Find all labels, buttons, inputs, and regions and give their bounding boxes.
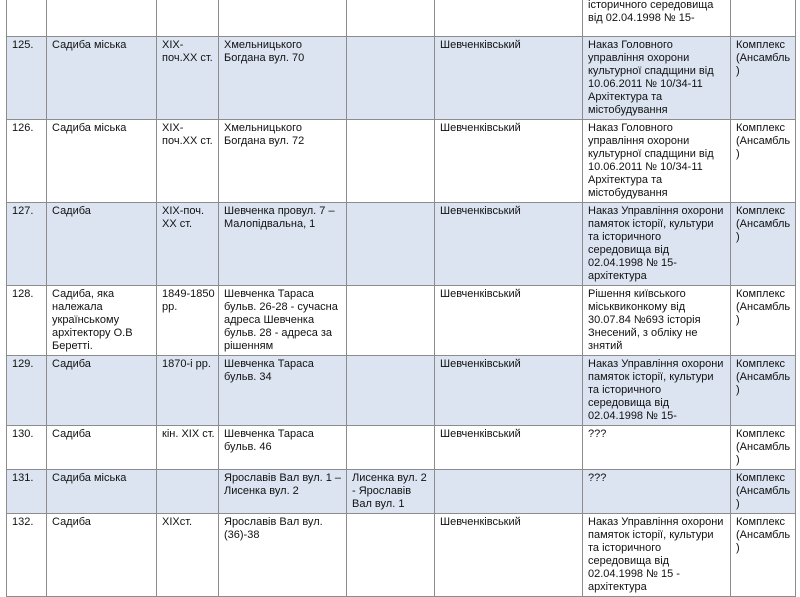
- object-address-cell: Ярославів Вал вул. (36)-38: [219, 514, 347, 597]
- protection-document-cell: Наказ Управління охорони памяток історії, культури та історичного середовища від 02.04.1998 № 15 - архітектура: [583, 514, 731, 597]
- object-type-cell: [731, 0, 796, 37]
- row-number-cell: 127.: [7, 203, 47, 286]
- row-number-cell: 126.: [7, 120, 47, 203]
- row-number-cell: 132.: [7, 514, 47, 597]
- object-type-cell: Комплекс (Ансамбль): [731, 356, 796, 426]
- row-number-cell: 131.: [7, 470, 47, 514]
- protection-document-cell: ???: [583, 426, 731, 470]
- object-district-cell: Шевченківський: [435, 37, 583, 120]
- object-date-cell: ХІХ-поч.ХХ ст.: [157, 120, 219, 203]
- protection-document-cell: ???: [583, 470, 731, 514]
- table-row: [7, 0, 796, 37]
- object-type-cell: Комплекс (Ансамбль): [731, 203, 796, 286]
- object-district-cell: [435, 470, 583, 514]
- object-name-cell: Садиба: [47, 426, 157, 470]
- object-type-cell: Комплекс (Ансамбль): [731, 120, 796, 203]
- object-date-cell: 1849-1850 рр.: [157, 286, 219, 356]
- row-number-cell: 128.: [7, 286, 47, 356]
- table-row: [7, 356, 796, 426]
- object-address-alt-cell: [347, 356, 435, 426]
- object-type-cell: Комплекс (Ансамбль): [731, 514, 796, 597]
- object-district-cell: [435, 0, 583, 37]
- row-number-cell: 129.: [7, 356, 47, 426]
- object-name-cell: Садиба: [47, 203, 157, 286]
- object-district-cell: Шевченківський: [435, 514, 583, 597]
- object-address-alt-cell: [347, 426, 435, 470]
- object-district-cell: Шевченківський: [435, 120, 583, 203]
- object-address-alt-cell: [347, 514, 435, 597]
- table-row: [7, 470, 796, 514]
- protection-document-cell: Наказ Управління охорони памяток історії, культури та історичного середовища від 02.04.1998 № 15- архітектура: [583, 203, 731, 286]
- object-address-cell: Хмельницького Богдана вул. 72: [219, 120, 347, 203]
- table-row: [7, 120, 796, 203]
- object-name-cell: Садиба міська: [47, 470, 157, 514]
- object-address-cell: Шевченка Тараса бульв. 34: [219, 356, 347, 426]
- object-date-cell: ХІХст.: [157, 514, 219, 597]
- table-row: [7, 203, 796, 286]
- protection-document-cell: Наказ Управління охорони памяток історії, культури та історичного середовища від 02.04.1998 № 15-: [583, 356, 731, 426]
- object-name-cell: Садиба: [47, 356, 157, 426]
- object-type-cell: Комплекс (Ансамбль): [731, 286, 796, 356]
- object-district-cell: Шевченківський: [435, 356, 583, 426]
- object-address-alt-cell: [347, 286, 435, 356]
- protection-document-cell: Наказ Головного управління охорони культурної спадщини від 10.06.2011 № 10/34-11 Архітектура та містобудування: [583, 37, 731, 120]
- object-address-alt-cell: [347, 0, 435, 37]
- object-name-cell: Садиба: [47, 514, 157, 597]
- protection-document-cell: історичного середовища від 02.04.1998 № 15-: [583, 0, 731, 37]
- table-row: [7, 426, 796, 470]
- object-type-cell: Комплекс (Ансамбль): [731, 470, 796, 514]
- object-name-cell: [47, 0, 157, 37]
- object-date-cell: кін. ХІХ ст.: [157, 426, 219, 470]
- object-address-alt-cell: [347, 120, 435, 203]
- object-date-cell: ХІХ-поч. ХХ ст.: [157, 203, 219, 286]
- table-row: [7, 37, 796, 120]
- object-address-cell: Хмельницького Богдана вул. 70: [219, 37, 347, 120]
- object-address-alt-cell: Лисенка вул. 2 - Ярославів Вал вул. 1: [347, 470, 435, 514]
- row-number-cell: [7, 0, 47, 37]
- object-address-cell: [219, 0, 347, 37]
- object-address-cell: Шевченка Тараса бульв. 26-28 - сучасна адреса Шевченка бульв. 28 - адреса за рішенням: [219, 286, 347, 356]
- object-name-cell: Садиба міська: [47, 120, 157, 203]
- protection-document-cell: Рішення київського міськвиконкому від 30.07.84 №693 історія Знесений, з обліку не знятий: [583, 286, 731, 356]
- object-district-cell: Шевченківський: [435, 286, 583, 356]
- object-address-cell: Шевченка Тараса бульв. 46: [219, 426, 347, 470]
- heritage-registry-table: [6, 0, 796, 597]
- object-address-alt-cell: [347, 37, 435, 120]
- object-date-cell: [157, 470, 219, 514]
- object-date-cell: 1870-і рр.: [157, 356, 219, 426]
- object-district-cell: Шевченківський: [435, 426, 583, 470]
- table-row: [7, 286, 796, 356]
- protection-document-cell: Наказ Головного управління охорони культурної спадщини від 10.06.2011 № 10/34-11 Архітектура та містобудування: [583, 120, 731, 203]
- object-address-cell: Ярославів Вал вул. 1 – Лисенка вул. 2: [219, 470, 347, 514]
- row-number-cell: 130.: [7, 426, 47, 470]
- object-name-cell: Садиба, яка належала українському архітектору О.В Беретті.: [47, 286, 157, 356]
- object-name-cell: Садиба міська: [47, 37, 157, 120]
- object-date-cell: ХІХ-поч.ХХ ст.: [157, 37, 219, 120]
- object-type-cell: Комплекс (Ансамбль): [731, 37, 796, 120]
- table-row: [7, 514, 796, 597]
- table-body: [7, 0, 796, 597]
- object-address-alt-cell: [347, 203, 435, 286]
- object-date-cell: [157, 0, 219, 37]
- object-type-cell: Комплекс (Ансамбль): [731, 426, 796, 470]
- object-district-cell: Шевченківський: [435, 203, 583, 286]
- object-address-cell: Шевченка провул. 7 – Малопідвальна, 1: [219, 203, 347, 286]
- row-number-cell: 125.: [7, 37, 47, 120]
